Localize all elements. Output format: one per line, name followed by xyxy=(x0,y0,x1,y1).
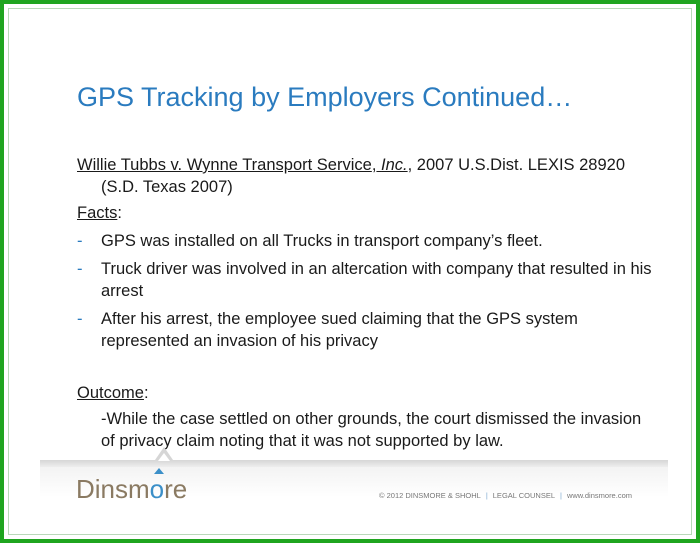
case-citation xyxy=(77,154,657,198)
facts-list xyxy=(77,230,657,352)
slide-title: GPS Tracking by Employers Continued… xyxy=(77,82,573,112)
list-item xyxy=(77,308,657,352)
facts-heading xyxy=(77,202,657,224)
logo-text-o: o xyxy=(149,474,165,504)
dinsmore-logo xyxy=(76,474,187,505)
footer-info xyxy=(379,491,632,500)
outcome-heading xyxy=(77,382,657,404)
case-comma: , xyxy=(371,156,377,174)
slide-body xyxy=(77,154,657,452)
fact-text: After his arrest, the employee sued claiming that the GPS system represented an invasion of his privacy xyxy=(101,310,578,350)
bullet-dash-icon: - xyxy=(77,232,83,250)
list-item xyxy=(77,230,657,252)
footer-site-link[interactable]: www.dinsmore.com xyxy=(566,491,632,500)
footer-separator: | xyxy=(560,491,562,500)
footer-notch-inner xyxy=(158,453,170,461)
bullet-dash-icon: - xyxy=(77,260,83,278)
footer-divider xyxy=(40,460,668,467)
facts-heading-text: Facts xyxy=(77,204,118,222)
footer-copyright: © 2012 DINSMORE & SHOHL xyxy=(379,491,481,500)
logo-text xyxy=(76,474,187,504)
case-name-text: Willie Tubbs v. Wynne Transport Service xyxy=(77,156,372,174)
facts-colon: : xyxy=(117,204,122,222)
outcome-heading-text: Outcome xyxy=(77,384,144,402)
case-citation-text: , 2007 U.S.Dist. LEXIS 28920 (S.D. Texas 2007) xyxy=(101,156,626,196)
fact-text: GPS was installed on all Trucks in transport company’s fleet. xyxy=(101,232,543,250)
case-inc: Inc. xyxy=(381,156,408,174)
outcome-colon: : xyxy=(143,384,149,402)
case-name xyxy=(77,156,408,174)
footer-separator: | xyxy=(485,491,488,500)
logo-text-start: Dinsm xyxy=(76,474,150,504)
logo-text-end: re xyxy=(164,474,188,504)
bullet-dash-icon: - xyxy=(77,310,83,328)
fact-text: Truck driver was involved in an altercation with company that resulted in his arrest xyxy=(101,260,652,300)
logo-caret-icon xyxy=(154,468,164,474)
list-item xyxy=(77,258,657,302)
outcome-text: -While the case settled on other grounds, the court dismissed the invasion of privacy claim noting that it was not supported by law. xyxy=(101,410,642,450)
footer-legal: LEGAL COUNSEL xyxy=(492,491,556,500)
